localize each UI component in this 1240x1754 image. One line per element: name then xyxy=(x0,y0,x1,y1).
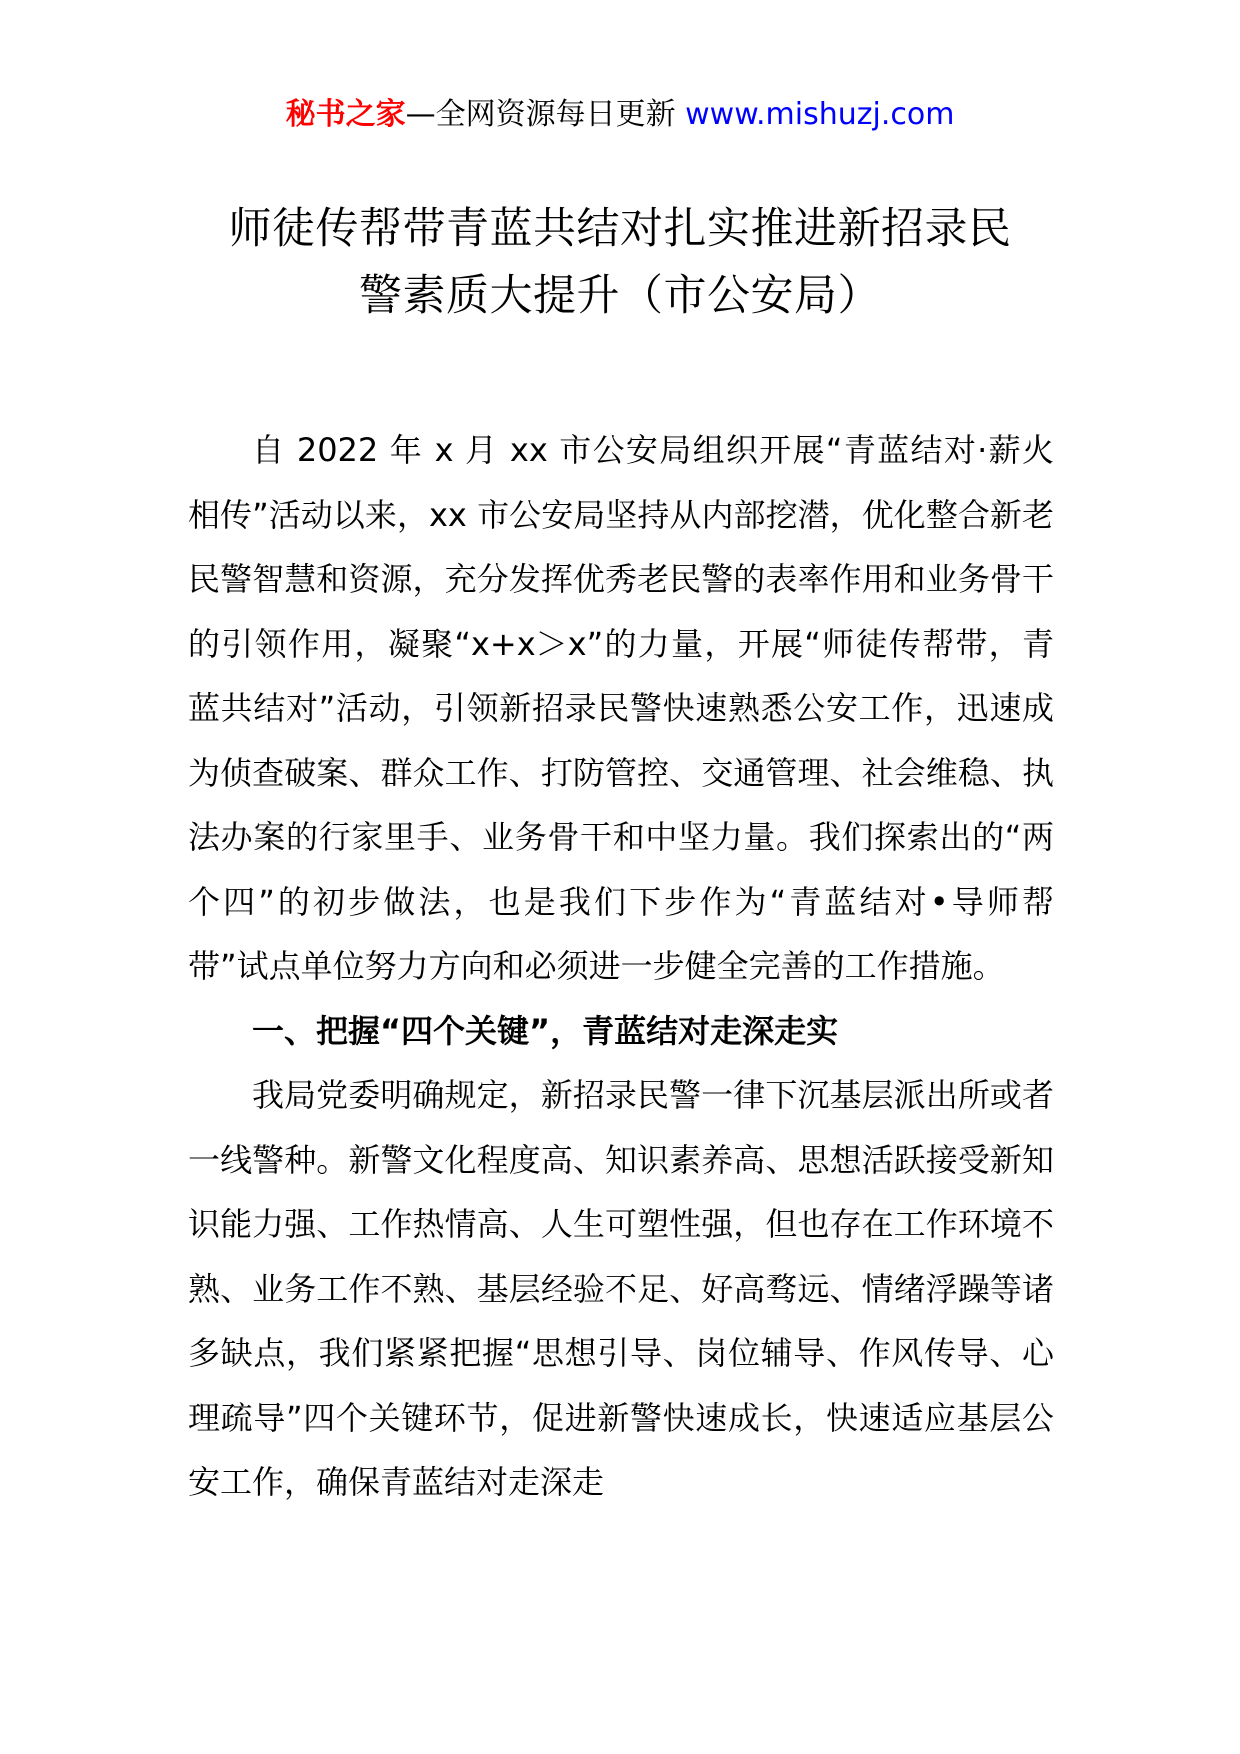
paragraph-intro: 自 2022 年 x 月 xx 市公安局组织开展“青蓝结对·薪火相传”活动以来，xx 市公安局坚持从内部挖潜，优化整合新老民警智慧和资源，充分发挥优秀老民警的表率作用和业务骨干的引领作用，凝聚“x+x＞x”的力量，开展“师徒传帮带，青蓝共结对”活动，引领新招录民警快速熟悉公安工作，迅速成为侦查破案、群众工作、打防管控、交通管理、社会维稳、执法办案的行家里手、业务骨干和中坚力量。我们探索出的“两个四”的初步做法，也是我们下步作为“青蓝结对•导师帮带”试点单位努力方向和必须进一步健全完善的工作措施。 xyxy=(188,431,1054,985)
document-body xyxy=(188,418,1054,1515)
title-line-1: 师徒传帮带青蓝共结对扎实推进新招录民 xyxy=(228,204,1012,254)
document-title xyxy=(160,196,1080,330)
site-banner xyxy=(0,95,1240,135)
title-line-2: 警素质大提升（市公安局） xyxy=(359,271,881,321)
site-url[interactable]: www.mishuzj.com xyxy=(685,97,955,132)
paragraph-section-1: 我局党委明确规定，新招录民警一律下沉基层派出所或者一线警种。新警文化程度高、知识素养高、思想活跃接受新知识能力强、工作热情高、人生可塑性强，但也存在工作环境不熟、业务工作不熟、基层经验不足、好高骛远、情绪浮躁等诸多缺点，我们紧紧把握“思想引导、岗位辅导、作风传导、心理疏导”四个关键环节，促进新警快速成长，快速适应基层公安工作，确保青蓝结对走深走 xyxy=(188,1076,1054,1501)
banner-tagline: —全网资源每日更新 xyxy=(405,97,686,132)
brand-name: 秘书之家 xyxy=(285,97,406,132)
section-heading-1: 一、把握“四个关键”，青蓝结对走深走实 xyxy=(252,1011,839,1050)
